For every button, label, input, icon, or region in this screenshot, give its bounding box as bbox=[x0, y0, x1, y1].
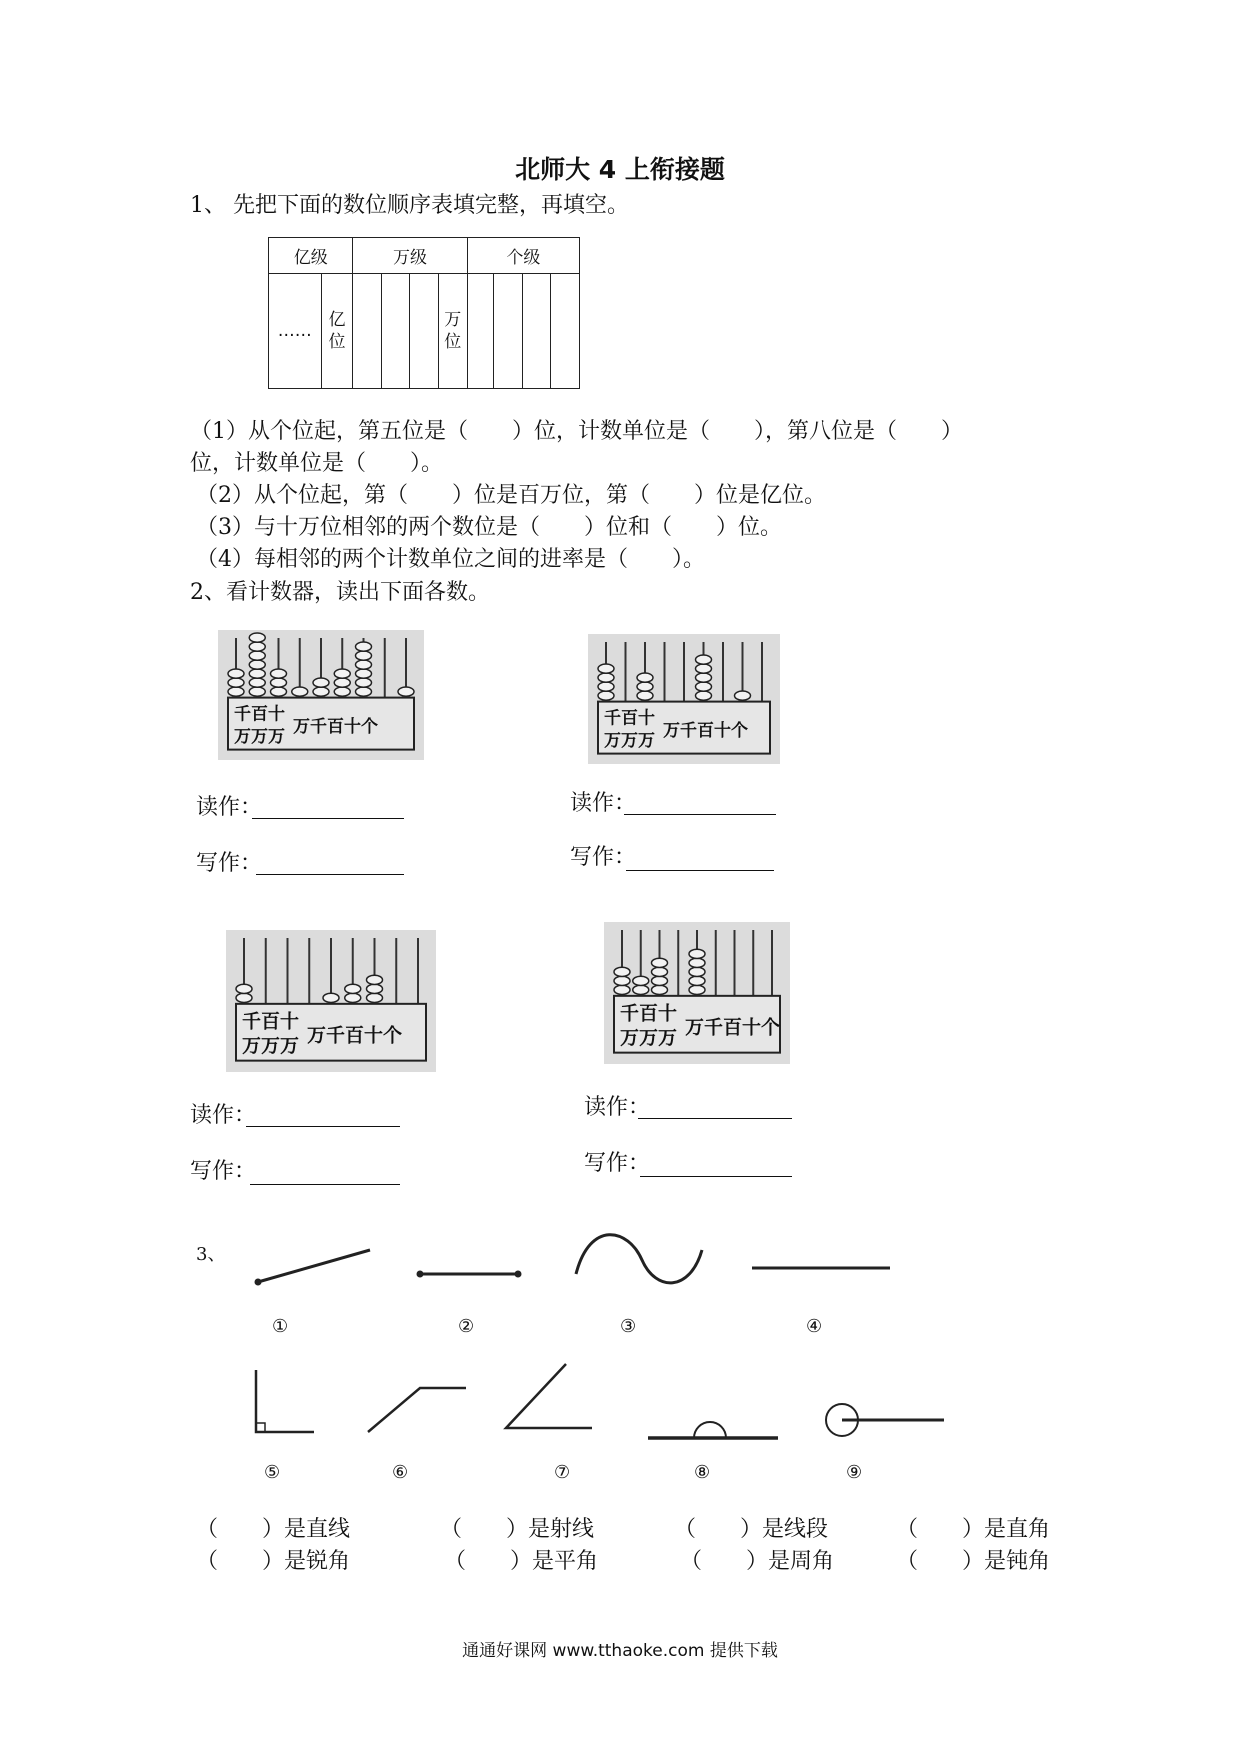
abacus-bead bbox=[598, 682, 614, 691]
cell-blank bbox=[467, 274, 494, 389]
answer-straight-angle: （ ）是平角 bbox=[444, 1549, 599, 1574]
abacus-label-rest: 万千百十个 bbox=[293, 716, 378, 737]
abacus-counter bbox=[588, 634, 780, 764]
answer-ray: （ ）是射线 bbox=[440, 1517, 595, 1542]
abacus-bead bbox=[292, 687, 308, 696]
abacus-bead bbox=[633, 976, 649, 985]
q2-heading: 2、看计数器，读出下面各数。 bbox=[190, 580, 490, 605]
wanwei-label: 万 位 bbox=[444, 310, 462, 352]
abacus-bead bbox=[652, 958, 668, 967]
geometry-figures bbox=[0, 1220, 1240, 1500]
cell-blank bbox=[522, 274, 551, 389]
abacus-bead bbox=[637, 682, 653, 691]
abacus-bead bbox=[356, 678, 372, 687]
abacus-counter bbox=[218, 630, 424, 760]
answer-straight-line: （ ）是直线 bbox=[196, 1517, 351, 1542]
abacus-bead bbox=[323, 993, 339, 1002]
abacus-bead bbox=[614, 976, 630, 985]
read-label: 读作： bbox=[584, 1095, 651, 1120]
abacus-bead bbox=[614, 985, 630, 994]
header-yi-level: 亿级 bbox=[269, 238, 353, 274]
abacus-bead bbox=[356, 669, 372, 678]
abacus-bead bbox=[249, 642, 265, 651]
abacus-bead bbox=[356, 642, 372, 651]
abacus-bead bbox=[689, 985, 705, 994]
abacus-bead bbox=[345, 993, 361, 1002]
abacus-bead bbox=[249, 669, 265, 678]
read-label: 读作： bbox=[196, 795, 263, 820]
abacus-bead bbox=[598, 664, 614, 673]
abacus-bead bbox=[696, 682, 712, 691]
abacus-bead bbox=[271, 669, 287, 678]
abacus-bead bbox=[367, 993, 383, 1002]
abacus-bead bbox=[345, 984, 361, 993]
figure-segment bbox=[417, 1271, 522, 1278]
figure-right-angle bbox=[256, 1370, 314, 1432]
abacus-bead bbox=[249, 678, 265, 687]
read-label: 读作： bbox=[570, 791, 637, 816]
read-answer-line[interactable] bbox=[624, 814, 776, 815]
q1-item-1: （1）从个位起，第五位是（ ）位，计数单位是（ ），第八位是（ ） bbox=[190, 419, 963, 444]
abacus-bead bbox=[356, 651, 372, 660]
figure-label: ⑨ bbox=[846, 1462, 863, 1483]
abacus-bead bbox=[228, 678, 244, 687]
abacus-bead bbox=[598, 691, 614, 700]
write-answer-line[interactable] bbox=[626, 870, 774, 871]
abacus-label-line1: 千百十 bbox=[620, 1002, 678, 1025]
abacus-bead bbox=[356, 687, 372, 696]
answer-acute-angle: （ ）是锐角 bbox=[196, 1549, 351, 1574]
yiwei-label: 亿 位 bbox=[328, 310, 346, 352]
abacus-label-line1: 千百十 bbox=[604, 708, 655, 729]
abacus-bead bbox=[313, 687, 329, 696]
abacus-label-line2: 万万万 bbox=[620, 1027, 678, 1050]
abacus-bead bbox=[249, 651, 265, 660]
abacus-label-rest: 万千百十个 bbox=[307, 1024, 403, 1047]
q1-item-4: （4）每相邻的两个计数单位之间的进率是（ ）。 bbox=[196, 547, 705, 572]
write-label: 写作： bbox=[584, 1151, 651, 1176]
read-answer-line[interactable] bbox=[246, 1126, 400, 1127]
abacus-bead bbox=[228, 687, 244, 696]
figure-label: ⑥ bbox=[392, 1462, 409, 1483]
answer-segment: （ ）是线段 bbox=[674, 1517, 829, 1542]
write-answer-line[interactable] bbox=[250, 1184, 400, 1185]
abacus-bead bbox=[633, 985, 649, 994]
figure-label: ⑧ bbox=[694, 1462, 711, 1483]
abacus-bead bbox=[696, 691, 712, 700]
abacus-label-rest: 万千百十个 bbox=[685, 1016, 781, 1039]
abacus-bead bbox=[313, 678, 329, 687]
abacus-label-line2: 万万万 bbox=[604, 730, 655, 751]
place-value-table bbox=[268, 237, 580, 389]
q1-item-1-cont: 位，计数单位是（ ）。 bbox=[190, 451, 444, 476]
header-wan-level: 万级 bbox=[353, 238, 467, 274]
q1-item-3: （3）与十万位相邻的两个数位是（ ）位和（ ）位。 bbox=[196, 515, 782, 540]
abacus-bead bbox=[652, 967, 668, 976]
write-label: 写作： bbox=[570, 845, 637, 870]
abacus-counter bbox=[604, 922, 790, 1064]
abacus-label-rest: 万千百十个 bbox=[663, 720, 748, 741]
read-answer-line[interactable] bbox=[252, 818, 404, 819]
abacus-bead bbox=[689, 949, 705, 958]
figure-ray bbox=[255, 1250, 371, 1286]
abacus-bead bbox=[236, 993, 252, 1002]
write-answer-line[interactable] bbox=[256, 874, 404, 875]
abacus-bead bbox=[271, 687, 287, 696]
figure-label: ② bbox=[458, 1316, 475, 1337]
answer-full-angle: （ ）是周角 bbox=[680, 1549, 835, 1574]
abacus-bead bbox=[614, 967, 630, 976]
abacus-bead bbox=[249, 660, 265, 669]
write-answer-line[interactable] bbox=[640, 1176, 792, 1177]
cell-blank bbox=[494, 274, 523, 389]
abacus-label-line1: 千百十 bbox=[234, 704, 285, 725]
figure-label: ③ bbox=[620, 1316, 637, 1337]
write-label: 写作： bbox=[196, 851, 263, 876]
cell-blank bbox=[381, 274, 409, 389]
figure-obtuse-angle bbox=[368, 1388, 466, 1432]
abacus-bead bbox=[735, 691, 751, 700]
abacus-bead bbox=[598, 673, 614, 682]
abacus-bead bbox=[652, 985, 668, 994]
abacus-bead bbox=[271, 678, 287, 687]
abacus-bead bbox=[249, 687, 265, 696]
figure-curve bbox=[576, 1235, 702, 1283]
figure-label: ⑤ bbox=[264, 1462, 281, 1483]
abacus-label-line2: 万万万 bbox=[242, 1035, 300, 1058]
header-ge-level: 个级 bbox=[467, 238, 579, 274]
abacus-bead bbox=[696, 655, 712, 664]
page-title: 北师大 4 上衔接题 bbox=[515, 155, 725, 184]
abacus-bead bbox=[637, 691, 653, 700]
figure-label: ⑦ bbox=[554, 1462, 571, 1483]
q3-heading: 3、 bbox=[196, 1244, 226, 1265]
abacus-bead bbox=[696, 673, 712, 682]
write-label: 写作： bbox=[190, 1159, 257, 1184]
q1-item-2: （2）从个位起，第（ ）位是百万位，第（ ）位是亿位。 bbox=[196, 483, 826, 508]
figure-full-angle bbox=[826, 1404, 944, 1436]
abacus-bead bbox=[367, 984, 383, 993]
figure-label: ④ bbox=[806, 1316, 823, 1337]
abacus-bead bbox=[689, 976, 705, 985]
footer-credit: 通通好课网 www.tthaoke.com 提供下载 bbox=[462, 1641, 778, 1661]
abacus-bead bbox=[637, 673, 653, 682]
abacus-bead bbox=[334, 669, 350, 678]
abacus-bead bbox=[652, 976, 668, 985]
abacus-bead bbox=[249, 633, 265, 642]
abacus-label-line2: 万万万 bbox=[234, 726, 285, 747]
read-label: 读作： bbox=[190, 1103, 257, 1128]
abacus-bead bbox=[689, 967, 705, 976]
abacus-bead bbox=[356, 660, 372, 669]
cell-dots: …… bbox=[269, 274, 322, 389]
cell-blank bbox=[410, 274, 438, 389]
abacus-bead bbox=[398, 687, 414, 696]
figure-acute-angle bbox=[506, 1364, 592, 1428]
cell-blank bbox=[551, 274, 580, 389]
abacus-bead bbox=[689, 958, 705, 967]
cell-blank bbox=[353, 274, 381, 389]
abacus-bead bbox=[236, 984, 252, 993]
q1-heading: 1、 先把下面的数位顺序表填完整，再填空。 bbox=[190, 193, 629, 218]
abacus-counter bbox=[226, 930, 436, 1072]
cell-yiwei bbox=[321, 274, 353, 389]
figure-label: ① bbox=[272, 1316, 289, 1337]
abacus-bead bbox=[334, 687, 350, 696]
read-answer-line[interactable] bbox=[638, 1118, 792, 1119]
figure-straight-angle bbox=[648, 1422, 778, 1438]
abacus-bead bbox=[228, 669, 244, 678]
abacus-label-line1: 千百十 bbox=[242, 1010, 300, 1033]
answer-right-angle: （ ）是直角 bbox=[896, 1517, 1051, 1542]
cell-wanwei bbox=[438, 274, 467, 389]
abacus-bead bbox=[367, 975, 383, 984]
answer-obtuse-angle: （ ）是钝角 bbox=[896, 1549, 1051, 1574]
abacus-bead bbox=[696, 664, 712, 673]
abacus-bead bbox=[334, 678, 350, 687]
